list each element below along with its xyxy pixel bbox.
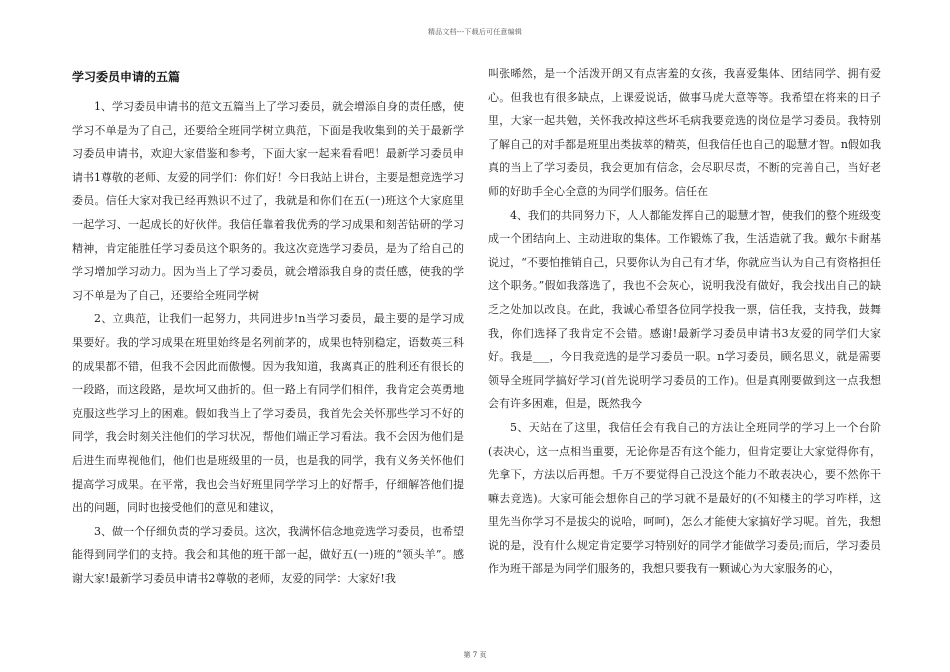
left-column	[72, 62, 464, 590]
page-header: 精品文档---下载后可任意编辑	[427, 28, 523, 36]
page-number: 第 7 页	[463, 651, 487, 659]
paragraph-3: 3、做一个仔细负责的学习委员。这次，我满怀信念地竞选学习委员，也希望能得到同学们的支持。我会和其他的班干部一起，做好五(一)班的“领头羊”。感谢大家!最新学习委员申请书2尊敬的老师，友爱的同学：大家好!我	[72, 524, 464, 585]
paragraph-4: 4、我们的共同努力下，人人都能发挥自己的聪慧才智，使我们的整个班级变成一个团结向上、主动进取的集体。工作锻炼了我，生活造就了我。戴尔卡耐基说过，“不要怕推销自己，只要你认为自己有才华，你就应当认为自己有资格担任这个职务。”假如我落选了，我也不会灰心，说明我没有做好，我会找出自己的缺乏之处加以改良。在此，我诚心希望各位同学投我一票，信任我，支持我，鼓舞我，你们选择了我肯定不会错。感谢!最新学习委员申请书3友爱的同学们大家好。我是___，今日我竞选的是学习委员一职。n学习委员，顾名思义，就是需要领导全班同学搞好学习(首先说明学习委员的工作)。但是真刚要做到这一点我想会有许多困难，但是，既然我今	[488, 208, 881, 411]
right-column	[488, 62, 881, 581]
paragraph-5: 5、天站在了这里，我信任会有我自己的方法让全班同学的学习上一个台阶(表决心，这一点相当重要，无论你是否有这个能力，但肯定要让大家觉得你有，先拿下，方法以后再想。千万不要觉得自己没这个能力不敢表决心，要不然你干嘛去竞选)。大家可能会想你自己的学习就不是最好的(不知楼主的学习咋样，这里先当你学习不是拔尖的说哈，呵呵)，怎么才能使大家搞好学习呢。首先，我想说的是，没有什么规定肯定要学习特别好的同学才能做学习委员;而后，学习委员作为班干部是为同学们服务的，我想只要我有一颗诚心为大家服务的心，	[488, 420, 881, 576]
document-title: 学习委员申请的五篇	[72, 70, 181, 84]
paragraph-1: 1、学习委员申请书的范文五篇当上了学习委员，就会增添自身的责任感，使学习不单是为了自己，还要给全班同学树立典范，下面是我收集到的关于最新学习委员申请书，欢迎大家借鉴和参考，下面大家一起来看看吧！最新学习委员申请书1尊敬的老师、友爱的同学们：你们好！今日我站上讲台，主要是想竞选学习委员。信任大家对我已经再熟识不过了，我就是和你们在五(一)班这个大家庭里一起学习、一起成长的好伙伴。我信任靠着我优秀的学习成果和刻苦钻研的学习精神，肯定能胜任学习委员这个职务的。我这次竞选学习委员，是为了给自己的学习增加学习动力。因为当上了学习委员，就会增添我自身的责任感，使我的学习不单是为了自己，还要给全班同学树	[72, 100, 464, 302]
paragraph-3-continued: 叫张晞然，是一个活泼开朗又有点害羞的女孩，我喜爱集体、团结同学、拥有爱心。但我也有很多缺点，上课爱说话，做事马虎大意等等。我希望在将来的日子里，大家一起共勉，关怀我改掉这些坏毛病我要竞选的岗位是学习委员。我特别了解自己的对手都是班里出类拔萃的精英，但我信任也自己的聪慧才智。n假如我真的当上了学习委员，我会更加有信念，会尽职尽责，不断的完善自己，当好老师的好助手全心全意的为同学们服务。信任在	[488, 67, 881, 198]
paragraph-2: 2、立典范，让我们一起努力，共同进步!n当学习委员，最主要的是学习成果要好。我的学习成果在班里始终是名列前茅的，成果也特别稳定，语数英三科的成果都不错，但我不会因此而傲慢。因为我知道，我离真正的胜利还有很长的一段路，而这段路，是坎坷又曲折的。但一路上有同学们相伴，我肯定会英勇地克服这些学习上的困难。假如我当上了学习委员，我首先会关怀那些学习不好的同学，我会时刻关注他们的学习状况，帮他们端正学习看法。我不会因为他们是后进生而卑视他们，他们也是班级里的一员，也是我的同学，我有义务关怀他们提高学习成果。在平常，我也会当好班里同学学习上的好帮手，仔细解答他们提出的问题，同时也接受他们的意见和建议，	[72, 312, 464, 515]
